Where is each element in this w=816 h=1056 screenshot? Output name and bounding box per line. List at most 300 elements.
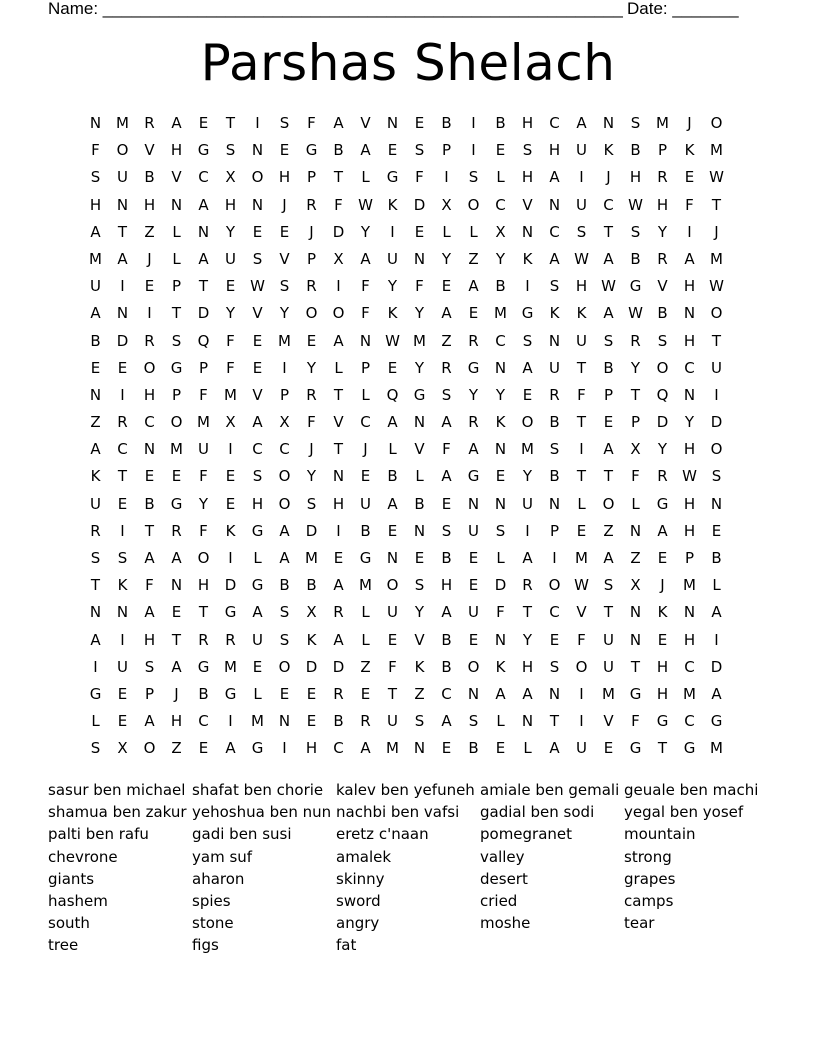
grid-letter: R <box>657 467 668 486</box>
grid-letter: S <box>522 141 533 160</box>
grid-row <box>82 735 748 762</box>
grid-letter: Y <box>198 494 209 513</box>
grid-letter: L <box>253 684 262 703</box>
grid-letter: D <box>305 657 318 676</box>
word-bank-item: amiale ben gemali <box>480 781 620 799</box>
grid-letter: H <box>251 494 264 513</box>
word-bank-item: yam suf <box>192 847 253 866</box>
grid-letter: E <box>603 413 614 432</box>
grid-letter: I <box>282 358 287 377</box>
grid-letter: R <box>90 521 101 540</box>
grid-letter: E <box>387 521 398 540</box>
grid-letter: H <box>143 630 156 649</box>
grid-letter: N <box>629 630 642 649</box>
grid-letter: N <box>359 331 372 350</box>
grid-letter: O <box>251 168 264 187</box>
grid-letter: I <box>714 385 719 404</box>
grid-row <box>82 681 748 708</box>
grid-letter: H <box>656 684 669 703</box>
grid-letter: E <box>414 114 425 132</box>
grid-letter: Y <box>306 358 317 377</box>
grid-letter: G <box>710 712 723 731</box>
grid-letter: A <box>495 684 506 703</box>
grid-letter: Z <box>144 222 155 241</box>
grid-letter: F <box>577 630 586 649</box>
grid-letter: G <box>170 358 183 377</box>
word-bank-item: shamua ben zakur <box>48 803 187 822</box>
grid-letter: K <box>657 603 668 622</box>
grid-letter: U <box>576 739 587 758</box>
grid-letter: S <box>144 657 155 676</box>
grid-letter: A <box>603 304 614 323</box>
grid-letter: I <box>579 440 584 459</box>
grid-letter: H <box>332 494 345 513</box>
grid-letter: P <box>360 358 371 377</box>
grid-letter: E <box>360 467 371 486</box>
grid-letter: G <box>629 684 642 703</box>
word-bank-item: camps <box>624 891 674 910</box>
grid-letter: O <box>278 494 291 513</box>
grid-letter: Y <box>387 277 398 296</box>
grid-letter: E <box>441 739 452 758</box>
grid-letter: E <box>144 467 155 486</box>
grid-letter: R <box>549 385 560 404</box>
grid-letter: D <box>710 413 723 432</box>
grid-letter: A <box>171 657 182 676</box>
grid-letter: N <box>413 521 426 540</box>
grid-letter: R <box>468 331 479 350</box>
grid-letter: O <box>116 141 129 160</box>
grid-letter: U <box>576 195 587 214</box>
grid-row <box>82 192 748 219</box>
grid-letter: L <box>253 549 262 567</box>
grid-letter: P <box>279 385 290 404</box>
grid-letter: O <box>467 657 480 676</box>
grid-letter: C <box>495 331 506 350</box>
grid-letter: A <box>360 141 371 160</box>
grid-letter: H <box>170 141 183 160</box>
grid-letter: L <box>712 576 721 595</box>
grid-letter: T <box>198 603 209 622</box>
grid-letter: I <box>525 277 530 296</box>
grid-letter: B <box>549 467 560 486</box>
grid-letter: Y <box>441 249 452 268</box>
grid-letter: N <box>143 440 156 459</box>
grid-letter: V <box>414 630 425 649</box>
grid-letter: U <box>576 141 587 160</box>
grid-letter: S <box>306 494 317 513</box>
grid-letter: E <box>306 331 317 350</box>
grid-letter: E <box>441 494 452 513</box>
grid-letter: N <box>413 249 426 268</box>
grid-letter: S <box>549 657 560 676</box>
grid-letter: T <box>144 521 155 540</box>
grid-letter: B <box>495 277 506 296</box>
grid-letter: E <box>468 549 479 567</box>
grid-letter: E <box>117 358 128 377</box>
grid-letter: E <box>414 222 425 241</box>
grid-letter: H <box>683 521 696 540</box>
grid-letter: G <box>521 304 534 323</box>
grid-letter: K <box>495 657 506 676</box>
grid-letter: S <box>117 549 128 567</box>
name-field-label: Name: _______________________________________________________ <box>48 0 623 18</box>
grid-letter: B <box>657 304 668 323</box>
grid-letter: V <box>252 385 263 404</box>
grid-row <box>82 599 748 626</box>
grid-letter: Y <box>414 603 425 622</box>
grid-letter: U <box>90 277 101 296</box>
grid-letter: N <box>170 576 183 595</box>
grid-letter: S <box>576 222 587 241</box>
grid-letter: H <box>278 168 291 187</box>
grid-letter: A <box>252 603 263 622</box>
word-bank-item: eretz c'naan <box>336 825 429 844</box>
word-bank-item: aharon <box>192 869 245 888</box>
grid-letter: H <box>440 576 453 595</box>
word-bank-item: tear <box>624 914 655 933</box>
grid-letter: C <box>144 413 155 432</box>
grid-letter: G <box>656 494 669 513</box>
grid-letter: E <box>252 331 263 350</box>
grid-letter: S <box>630 114 641 132</box>
grid-letter: A <box>171 549 182 567</box>
grid-letter: S <box>225 141 236 160</box>
grid-letter: B <box>90 331 101 350</box>
grid-letter: I <box>525 521 530 540</box>
grid-letter: O <box>332 304 345 323</box>
grid-letter: X <box>630 440 641 459</box>
grid-letter: E <box>549 630 560 649</box>
grid-letter: S <box>657 331 668 350</box>
word-bank-item <box>624 934 768 956</box>
grid-letter: S <box>414 576 425 595</box>
grid-letter: O <box>467 195 480 214</box>
grid-letter: Q <box>197 331 210 350</box>
grid-letter: N <box>548 331 561 350</box>
grid-letter: E <box>225 494 236 513</box>
grid-letter: I <box>120 385 125 404</box>
grid-letter: G <box>467 358 480 377</box>
word-bank-item: fat <box>336 936 357 955</box>
grid-letter: C <box>684 712 695 731</box>
grid-letter: E <box>360 684 371 703</box>
grid-letter: T <box>90 576 101 595</box>
grid-letter: N <box>683 385 696 404</box>
grid-row <box>82 463 748 490</box>
grid-letter: S <box>279 277 290 296</box>
grid-row <box>82 654 748 681</box>
grid-letter: E <box>468 304 479 323</box>
grid-letter: A <box>684 249 695 268</box>
grid-letter: M <box>683 684 696 703</box>
grid-letter: R <box>225 630 236 649</box>
grid-letter: E <box>495 467 506 486</box>
grid-letter: A <box>333 630 344 649</box>
grid-letter: F <box>361 304 370 323</box>
grid-letter: L <box>442 222 451 241</box>
word-bank-item: yegal ben yosef <box>624 803 744 822</box>
grid-letter: V <box>603 712 614 731</box>
grid-letter: J <box>660 576 665 595</box>
grid-letter: R <box>306 385 317 404</box>
grid-letter: Y <box>414 304 425 323</box>
grid-letter: L <box>361 630 370 649</box>
grid-row <box>82 110 748 137</box>
grid-letter: E <box>684 168 695 187</box>
grid-letter: L <box>334 358 343 377</box>
grid-letter: J <box>606 168 611 187</box>
word-bank-item: skinny <box>336 869 385 888</box>
grid-letter: R <box>306 195 317 214</box>
grid-letter: K <box>414 657 425 676</box>
word-bank-item: grapes <box>624 869 676 888</box>
grid-letter: T <box>576 467 587 486</box>
grid-letter: T <box>630 657 641 676</box>
grid-row <box>82 409 748 436</box>
grid-letter: M <box>386 739 399 758</box>
grid-letter: I <box>120 521 125 540</box>
grid-letter: R <box>171 521 182 540</box>
grid-letter: U <box>468 603 479 622</box>
grid-letter: A <box>171 114 182 132</box>
grid-row <box>82 518 748 545</box>
grid-letter: J <box>282 195 287 214</box>
grid-row <box>82 164 748 191</box>
grid-letter: A <box>603 440 614 459</box>
grid-letter: A <box>468 277 479 296</box>
grid-letter: E <box>252 222 263 241</box>
grid-letter: F <box>307 114 316 132</box>
grid-letter: H <box>683 331 696 350</box>
page-title: Parshas Shelach <box>200 34 616 92</box>
grid-letter: C <box>495 195 506 214</box>
grid-letter: E <box>279 141 290 160</box>
grid-letter: I <box>714 630 719 649</box>
grid-letter: P <box>657 141 668 160</box>
grid-letter: N <box>710 494 723 513</box>
grid-letter: L <box>631 494 640 513</box>
grid-letter: X <box>117 739 128 758</box>
grid-letter: I <box>579 684 584 703</box>
grid-letter: O <box>278 657 291 676</box>
grid-letter: R <box>360 712 371 731</box>
grid-letter: O <box>170 413 183 432</box>
grid-letter: H <box>89 195 102 214</box>
grid-letter: L <box>361 168 370 187</box>
grid-letter: E <box>117 684 128 703</box>
grid-letter: U <box>603 630 614 649</box>
grid-letter: F <box>388 657 397 676</box>
grid-letter: H <box>683 277 696 296</box>
grid-letter: U <box>603 657 614 676</box>
grid-letter: F <box>199 385 208 404</box>
grid-letter: B <box>630 249 641 268</box>
grid-letter: A <box>90 630 101 649</box>
grid-letter: H <box>521 114 534 132</box>
grid-letter: Z <box>171 739 182 758</box>
grid-letter: W <box>601 277 616 296</box>
grid-letter: L <box>523 739 532 758</box>
grid-letter: U <box>225 249 236 268</box>
grid-letter: B <box>387 467 398 486</box>
grid-letter: C <box>549 114 560 132</box>
grid-letter: L <box>388 440 397 459</box>
header-line <box>48 0 768 18</box>
grid-letter: U <box>576 331 587 350</box>
grid-row <box>82 300 748 327</box>
grid-letter: A <box>387 413 398 432</box>
grid-letter: E <box>657 549 668 567</box>
grid-letter: D <box>413 195 426 214</box>
grid-letter: T <box>549 712 560 731</box>
word-bank-item: hashem <box>48 891 108 910</box>
grid-letter: P <box>684 549 695 567</box>
grid-letter: I <box>336 277 341 296</box>
grid-letter: E <box>522 385 533 404</box>
grid-letter: N <box>89 385 102 404</box>
grid-letter: M <box>494 304 507 323</box>
grid-letter: U <box>468 521 479 540</box>
word-bank-item: giants <box>48 869 95 888</box>
grid-letter: A <box>360 249 371 268</box>
grid-letter: L <box>496 168 505 187</box>
word-bank-item: pomegranet <box>480 825 573 844</box>
grid-letter: B <box>711 549 722 567</box>
grid-letter: B <box>144 168 155 187</box>
grid-letter: U <box>90 494 101 513</box>
grid-letter: F <box>685 195 694 214</box>
grid-letter: O <box>278 467 291 486</box>
grid-letter: I <box>147 304 152 323</box>
grid-letter: N <box>332 467 345 486</box>
grid-letter: M <box>521 440 534 459</box>
grid-letter: S <box>468 712 479 731</box>
grid-letter: M <box>116 114 129 132</box>
grid-row <box>82 137 748 164</box>
grid-letter: S <box>495 521 506 540</box>
grid-letter: I <box>552 549 557 567</box>
grid-letter: C <box>117 440 128 459</box>
grid-letter: G <box>251 576 264 595</box>
grid-letter: T <box>117 467 128 486</box>
grid-letter: A <box>198 249 209 268</box>
grid-letter: S <box>549 277 560 296</box>
word-bank <box>48 779 768 957</box>
grid-letter: A <box>603 549 614 567</box>
grid-letter: W <box>628 304 643 323</box>
grid-letter: S <box>549 440 560 459</box>
grid-letter: J <box>174 684 179 703</box>
grid-letter: B <box>441 114 452 132</box>
grid-letter: O <box>656 358 669 377</box>
grid-letter: N <box>251 141 264 160</box>
grid-letter: E <box>225 277 236 296</box>
grid-letter: N <box>89 114 102 132</box>
grid-letter: T <box>333 440 344 459</box>
grid-letter: H <box>629 168 642 187</box>
grid-row <box>82 328 748 355</box>
grid-letter: B <box>468 739 479 758</box>
grid-letter: U <box>387 249 398 268</box>
grid-letter: T <box>630 385 641 404</box>
grid-letter: S <box>171 331 182 350</box>
grid-letter: A <box>252 413 263 432</box>
grid-letter: N <box>251 195 264 214</box>
grid-letter: T <box>522 603 533 622</box>
grid-letter: H <box>521 168 534 187</box>
grid-letter: E <box>306 684 317 703</box>
grid-letter: H <box>683 440 696 459</box>
grid-letter: A <box>468 440 479 459</box>
grid-letter: M <box>683 576 696 595</box>
grid-letter: E <box>441 277 452 296</box>
word-bank-item: mountain <box>624 825 696 844</box>
grid-letter: U <box>117 657 128 676</box>
grid-letter: E <box>252 358 263 377</box>
grid-letter: N <box>683 304 696 323</box>
grid-letter: L <box>577 494 586 513</box>
grid-letter: U <box>198 440 209 459</box>
grid-letter: A <box>144 603 155 622</box>
grid-letter: E <box>198 739 209 758</box>
grid-letter: L <box>172 222 181 241</box>
word-bank-item: geuale ben machi <box>624 781 759 799</box>
grid-letter: N <box>413 413 426 432</box>
grid-letter: V <box>279 249 290 268</box>
grid-row <box>82 382 748 409</box>
grid-letter: S <box>90 739 101 758</box>
grid-letter: F <box>415 277 424 296</box>
grid-letter: D <box>224 576 237 595</box>
word-bank-item: cried <box>480 891 518 910</box>
grid-letter: J <box>363 440 368 459</box>
word-bank-item: amalek <box>336 847 392 866</box>
grid-letter: F <box>145 576 154 595</box>
grid-letter: C <box>252 440 263 459</box>
grid-letter: Y <box>495 249 506 268</box>
grid-letter: Y <box>522 630 533 649</box>
grid-letter: U <box>360 494 371 513</box>
grid-letter: I <box>471 141 476 160</box>
grid-letter: T <box>171 630 182 649</box>
grid-letter: V <box>576 603 587 622</box>
grid-letter: C <box>603 195 614 214</box>
grid-letter: K <box>90 467 101 486</box>
grid-letter: V <box>171 168 182 187</box>
grid-letter: J <box>147 249 152 268</box>
grid-letter: S <box>252 249 263 268</box>
grid-letter: M <box>656 114 669 132</box>
grid-letter: Z <box>630 549 641 567</box>
grid-letter: B <box>603 358 614 377</box>
grid-letter: V <box>657 277 668 296</box>
grid-letter: Z <box>360 657 371 676</box>
grid-letter: S <box>279 114 290 132</box>
grid-letter: V <box>333 413 344 432</box>
grid-letter: A <box>711 684 722 703</box>
grid-letter: S <box>414 141 425 160</box>
grid-letter: A <box>90 222 101 241</box>
grid-letter: W <box>358 195 373 214</box>
grid-letter: F <box>334 195 343 214</box>
grid-letter: P <box>306 168 317 187</box>
grid-letter: H <box>170 712 183 731</box>
grid-letter: E <box>603 739 614 758</box>
grid-row <box>82 246 748 273</box>
grid-letter: P <box>441 141 452 160</box>
grid-letter: P <box>144 684 155 703</box>
